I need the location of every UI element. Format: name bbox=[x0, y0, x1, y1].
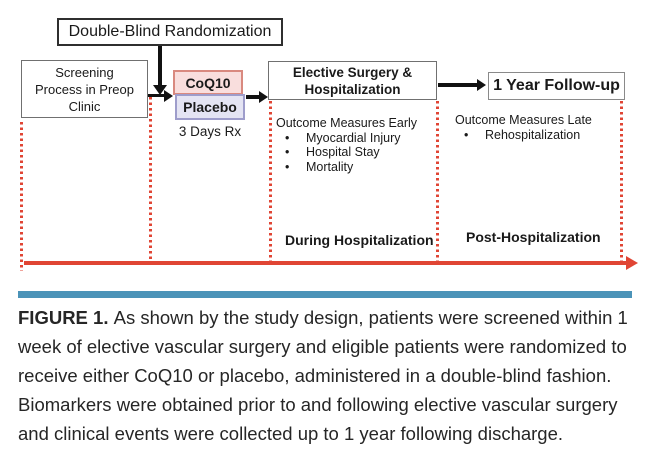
outcome-measures-late bbox=[455, 113, 625, 142]
screening-line-3: Clinic bbox=[68, 98, 101, 114]
figure-caption bbox=[18, 303, 635, 448]
surgery-hospitalization-box bbox=[268, 61, 437, 100]
rx-duration-label: 3 Days Rx bbox=[178, 124, 242, 139]
down-arrow bbox=[158, 46, 162, 85]
randomization-label: Double-Blind Randomization bbox=[68, 23, 272, 40]
timeline-tick-surgery-start bbox=[269, 101, 272, 263]
followup-box bbox=[488, 72, 625, 100]
surgery-line-2: Hospitalization bbox=[304, 81, 401, 97]
randomization-box bbox=[57, 18, 283, 46]
caption-divider-bar bbox=[18, 291, 632, 298]
outcome-item-myocardial-injury: • Myocardial Injury bbox=[276, 131, 436, 146]
outcome-item-rehospitalization: • Rehospitalization bbox=[455, 128, 625, 143]
phase-during-label: During Hospitalization bbox=[285, 232, 434, 248]
treatment-to-surgery-arrow-head-icon bbox=[259, 91, 268, 103]
phase-post-label: Post-Hospitalization bbox=[466, 229, 601, 245]
screening-box bbox=[21, 60, 148, 118]
followup-label: 1 Year Follow-up bbox=[493, 77, 620, 94]
timeline-tick-one-year bbox=[620, 101, 623, 263]
screening-to-treatment-arrow-head-icon bbox=[164, 90, 173, 102]
treatment-to-surgery-arrow bbox=[246, 95, 260, 99]
coq10-box bbox=[173, 70, 243, 95]
timeline-arrow bbox=[24, 261, 628, 265]
screening-line-1: Screening bbox=[55, 64, 114, 80]
outcome-item-hospital-stay: • Hospital Stay bbox=[276, 145, 436, 160]
surgery-to-followup-arrow-head-icon bbox=[477, 79, 486, 91]
outcomes-late-title: Outcome Measures Late bbox=[455, 113, 592, 127]
timeline-tick-randomization bbox=[149, 97, 152, 264]
placebo-box bbox=[175, 94, 245, 120]
placebo-label: Placebo bbox=[183, 99, 237, 115]
figure-caption-text: As shown by the study design, patients were screened within 1 week of elective vascular surgery and eligible patients were randomized to receive either CoQ10 or placebo, administered in a double-blind fashion. Biomarkers were obtained prior to and following elective vascular surgery and clinical events were collected up to 1 year following discharge. bbox=[18, 307, 628, 444]
timeline-tick-discharge bbox=[436, 101, 439, 263]
surgery-line-1: Elective Surgery & bbox=[292, 64, 413, 80]
outcomes-early-title: Outcome Measures Early bbox=[276, 116, 418, 130]
screening-line-2: Process in Preop bbox=[35, 81, 134, 97]
surgery-to-followup-arrow bbox=[438, 83, 478, 87]
outcome-item-mortality: • Mortality bbox=[276, 160, 436, 175]
timeline-arrow-head-icon bbox=[626, 256, 638, 270]
coq10-label: CoQ10 bbox=[185, 74, 231, 91]
figure-caption-label: FIGURE 1. bbox=[18, 307, 109, 328]
timeline-tick-screening bbox=[20, 122, 23, 271]
outcome-measures-early bbox=[276, 116, 436, 174]
